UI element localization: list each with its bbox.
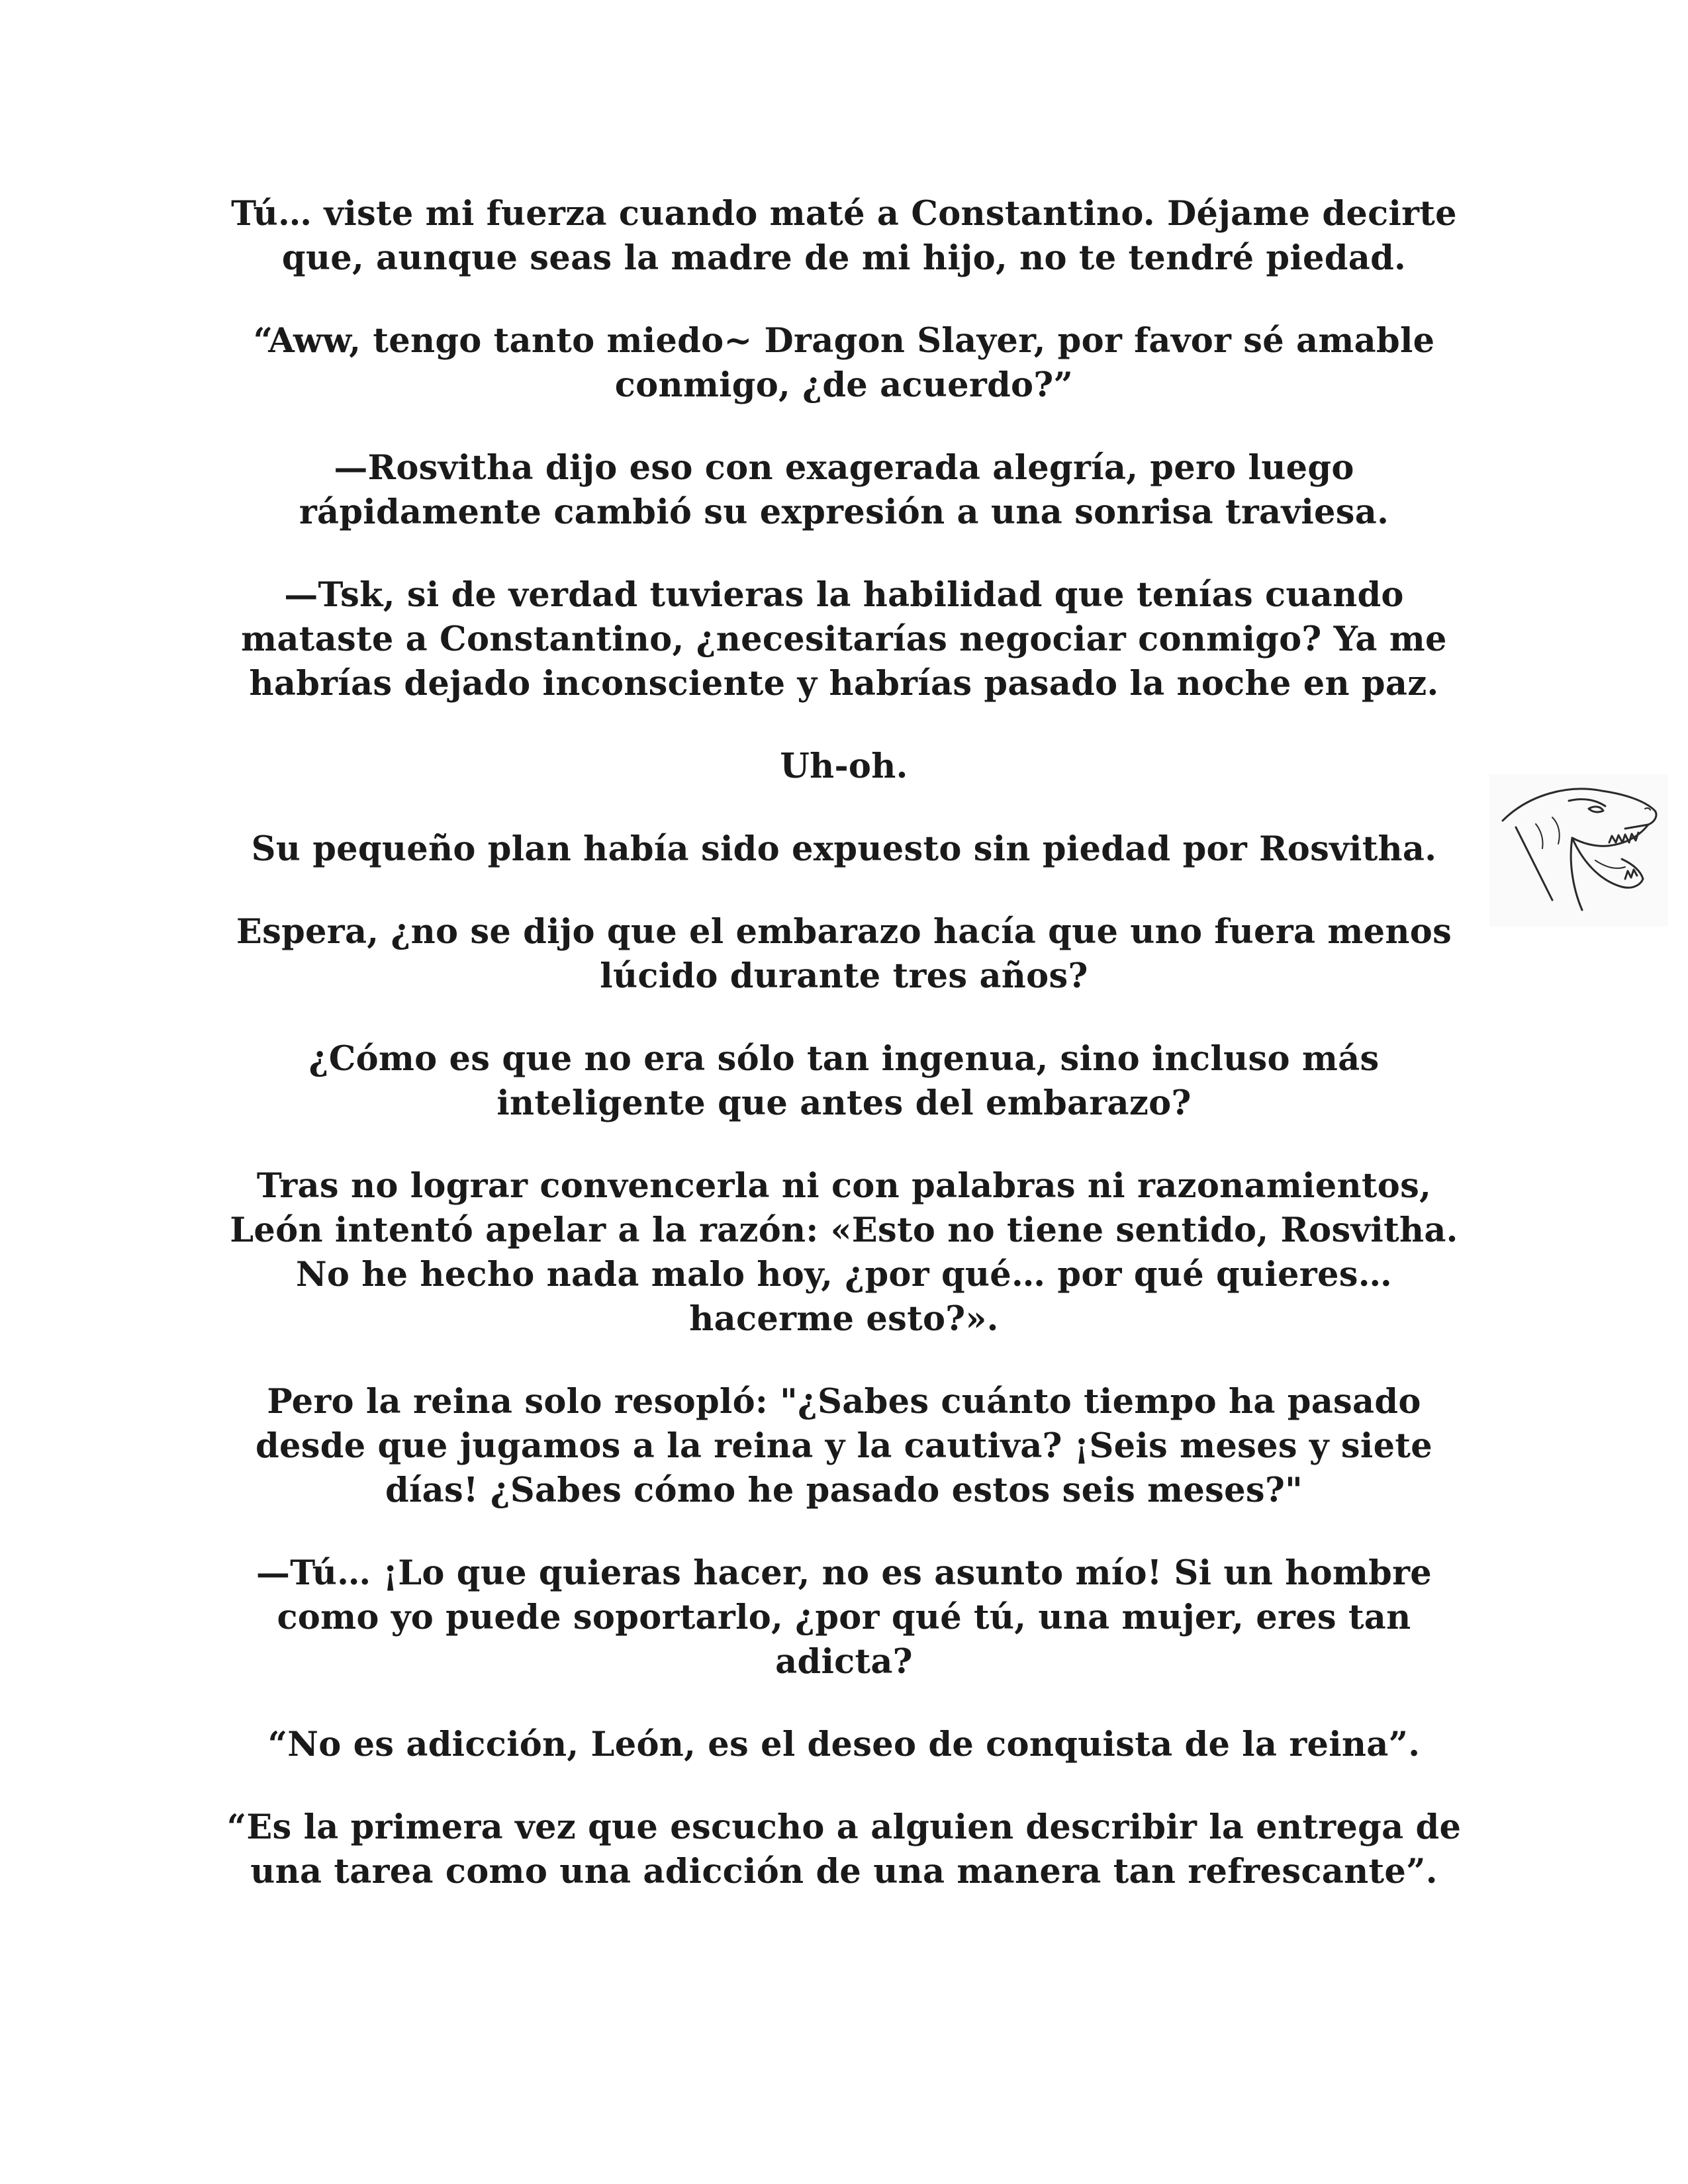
- paragraph: Tú… viste mi fuerza cuando maté a Constantino. Déjame decirte que, aunque seas la madre de mi hijo, no te tendré piedad.: [231, 194, 1457, 278]
- dinosaur-head-sketch-icon: [1489, 774, 1668, 927]
- paragraph: Pero la reina solo resopló: "¿Sabes cuánto tiempo ha pasado desde que jugamos a la reina y la cautiva? ¡Seis meses y siete días! ¿Sabes cómo he pasado estos seis meses?": [256, 1382, 1432, 1510]
- paragraph: “Aww, tengo tanto miedo~ Dragon Slayer, por favor sé amable conmigo, ¿de acuerdo?”: [253, 321, 1435, 405]
- paragraph: ¿Cómo es que no era sólo tan ingenua, sino incluso más inteligente que antes del embarazo?: [308, 1039, 1380, 1123]
- paragraph: Tras no lograr convencerla ni con palabras ni razonamientos, León intentó apelar a la razón: «Esto no tiene sentido, Rosvitha. No he hecho nada malo hoy, ¿por qué… por qué quieres… hacerme esto?».: [230, 1166, 1458, 1339]
- text-column: [218, 192, 1470, 1933]
- paragraph: —Rosvitha dijo eso con exagerada alegría, pero luego rápidamente cambió su expresión a una sonrisa traviesa.: [299, 448, 1389, 532]
- paragraph: “Es la primera vez que escucho a alguien describir la entrega de una tarea como una adicción de una manera tan refrescante”.: [226, 1807, 1462, 1891]
- paragraph: —Tú… ¡Lo que quieras hacer, no es asunto mío! Si un hombre como yo puede soportarlo, ¿por qué tú, una mujer, eres tan adicta?: [256, 1553, 1432, 1682]
- paragraph: Uh-oh.: [780, 747, 908, 786]
- paragraph: Espera, ¿no se dijo que el embarazo hacía que uno fuera menos lúcido durante tres años?: [236, 912, 1452, 996]
- paragraph: Su pequeño plan había sido expuesto sin piedad por Rosvitha.: [251, 829, 1437, 869]
- paragraph: —Tsk, si de verdad tuvieras la habilidad que tenías cuando mataste a Constantino, ¿necesitarías negociar conmigo? Ya me habrías dejado inconsciente y habrías pasado la noche en paz.: [241, 575, 1447, 704]
- paragraph: “No es adicción, León, es el deseo de conquista de la reina”.: [267, 1725, 1421, 1764]
